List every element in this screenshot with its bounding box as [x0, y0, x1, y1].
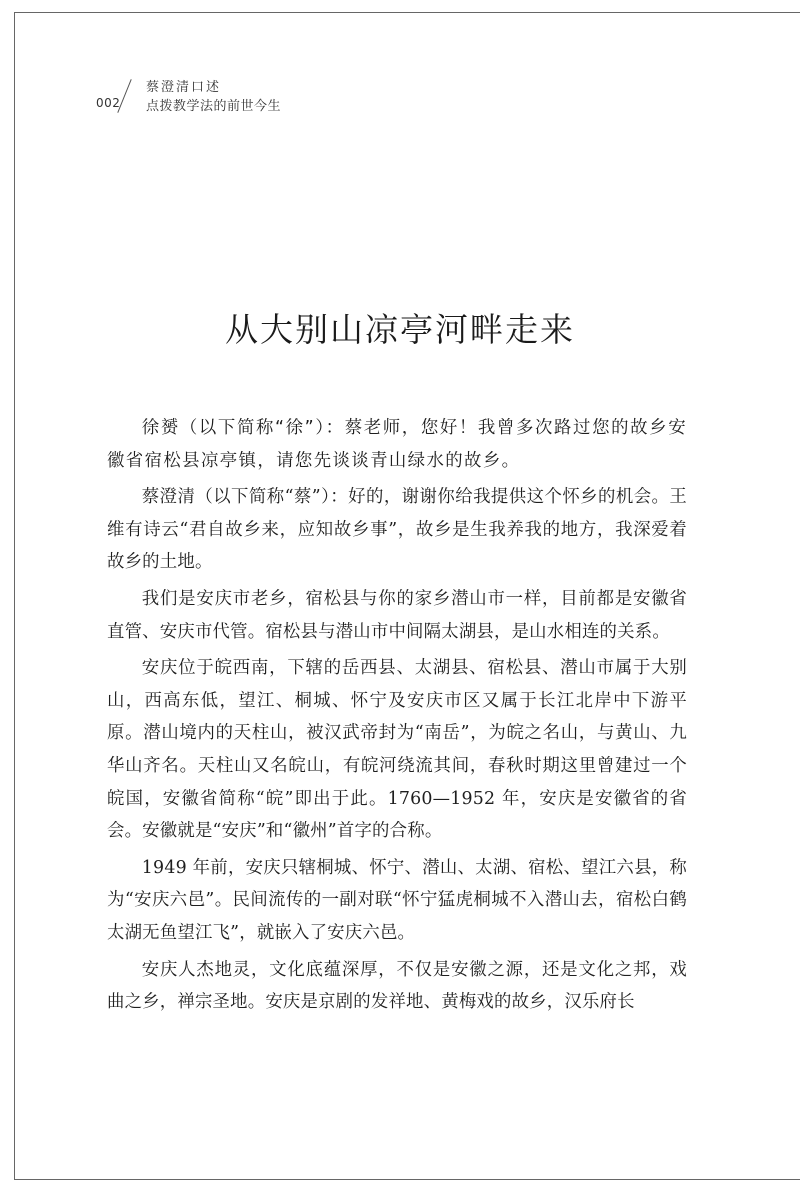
page-frame-bottom-line: [14, 1179, 800, 1180]
page-frame-top-line: [14, 12, 800, 13]
body-text: [107, 412, 687, 1023]
page-number: 002: [96, 96, 121, 110]
paragraph: 我们是安庆市老乡，宿松县与你的家乡潜山市一样，目前都是安徽省直管、安庆市代管。宿松县与潜山市中间隔太湖县，是山水相连的关系。: [107, 588, 687, 642]
book-subtitle: 点拨教学法的前世今生: [146, 99, 282, 114]
paragraph: 安庆人杰地灵，文化底蕴深厚，不仅是安徽之源，还是文化之邦，戏曲之乡，禅宗圣地。安庆是京剧的发祥地、黄梅戏的故乡，汉乐府长: [107, 959, 687, 1013]
paragraph: 1949 年前，安庆只辖桐城、怀宁、潜山、太湖、宿松、望江六县，称为“安庆六邑”。民间流传的一副对联“怀宁猛虎桐城不入潜山去，宿松白鹤太湖无鱼望江飞”，就嵌入了安庆六邑。: [107, 857, 687, 943]
chapter-title: 从大别山凉亭河畔走来: [225, 310, 575, 349]
paragraph-answer: 蔡澄清（以下简称“蔡”）：好的，谢谢你给我提供这个怀乡的机会。王维有诗云“君自故乡来，应知故乡事”，故乡是生我养我的地方，我深爱着故乡的土地。: [107, 487, 687, 573]
paragraph: 安庆位于皖西南，下辖的岳西县、太湖县、宿松县、潜山市属于大别山，西高东低，望江、桐城、怀宁及安庆市区又属于长江北岸中下游平原。潜山境内的天柱山，被汉武帝封为“南岳”，为皖之名山，与黄山、九华山齐名。天柱山又名皖山，有皖河绕流其间，春秋时期这里曾建过一个皖国，安徽省简称“皖”即出于此。1760—1952 年，安庆是安徽省的省会。安徽就是“安庆”和“徽州”首字的合称。: [107, 658, 687, 842]
page-frame-left-line: [14, 12, 15, 1180]
paragraph-question: 徐赟（以下简称“徐”）：蔡老师，您好！我曾多次路过您的故乡安徽省宿松县凉亭镇，请您先谈谈青山绿水的故乡。: [107, 418, 687, 471]
book-title: 蔡澄清口述: [146, 80, 222, 95]
